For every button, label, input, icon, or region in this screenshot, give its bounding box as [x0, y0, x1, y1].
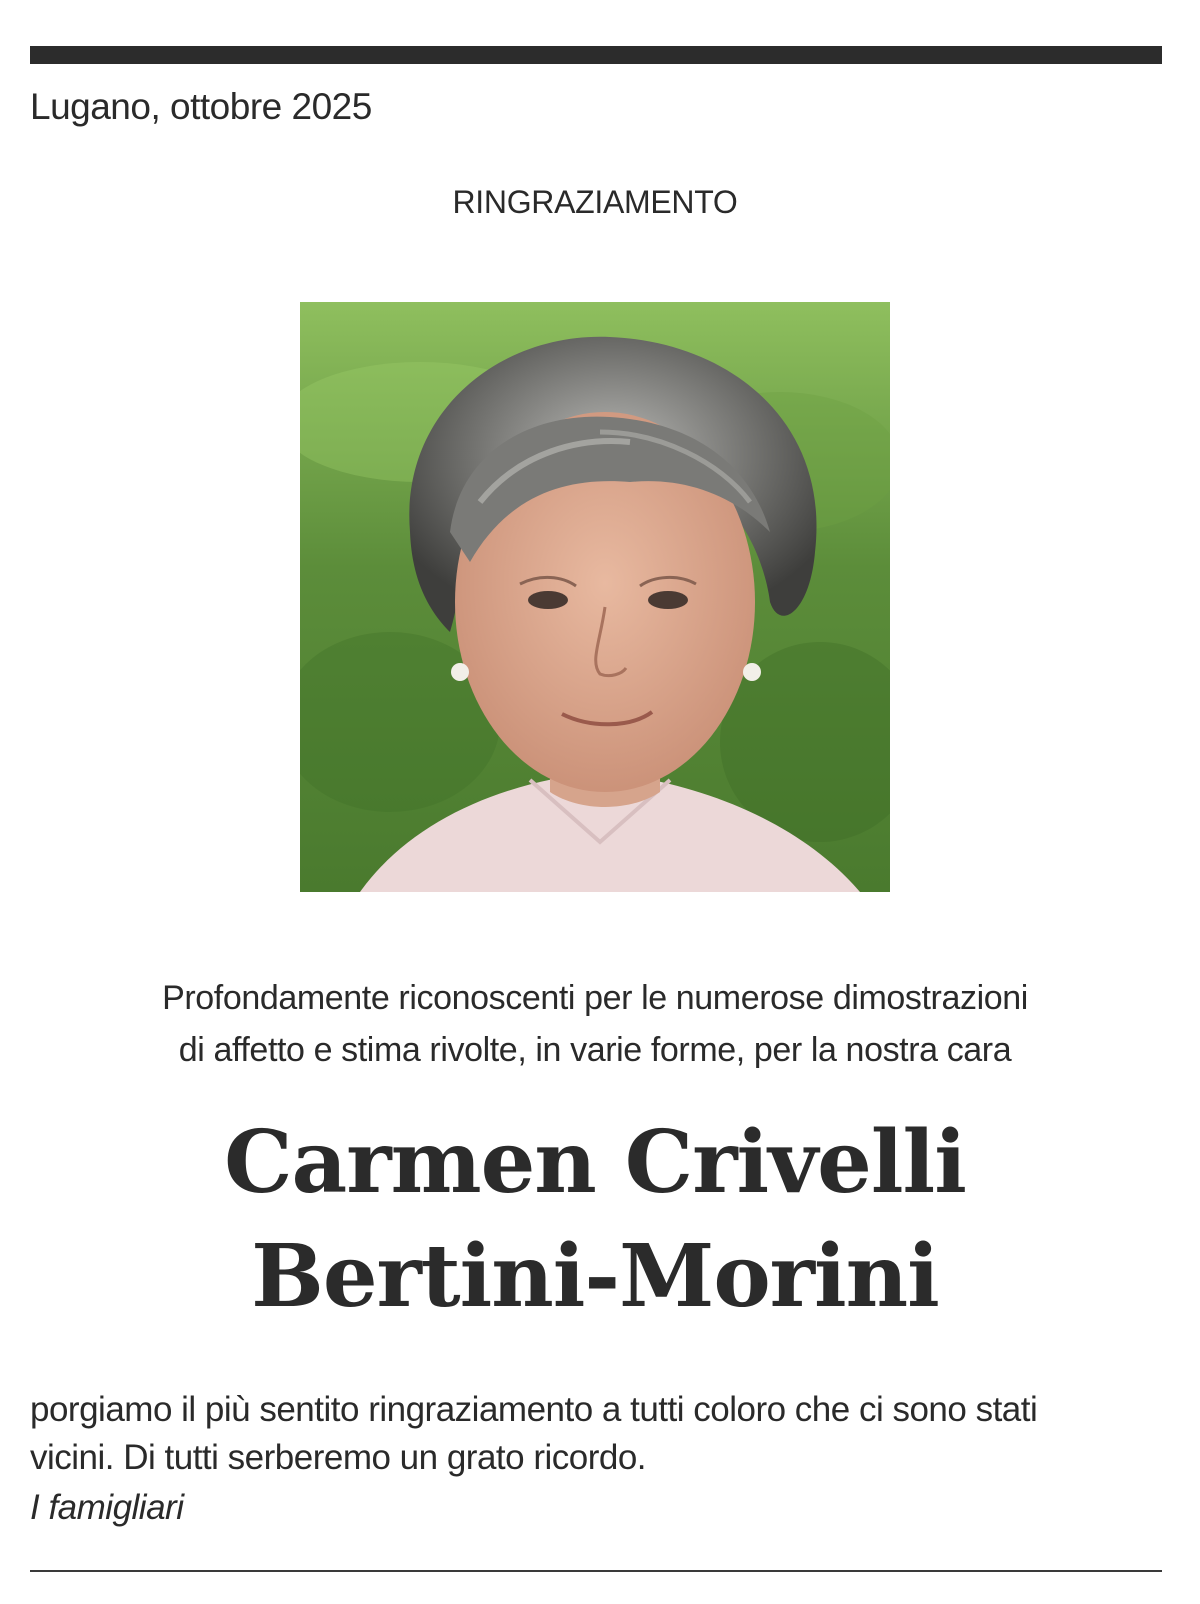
deceased-name-line-2: Bertini-Morini	[251, 1226, 939, 1327]
bottom-rule	[30, 1570, 1162, 1572]
signature: I famigliari	[30, 1488, 184, 1527]
place-date: Lugano, ottobre 2025	[30, 86, 372, 127]
notice-heading: RINGRAZIAMENTO	[452, 184, 738, 220]
closing-line: porgiamo il più sentito ringraziamento a tutti coloro che ci sono stati	[30, 1390, 1038, 1429]
intro-line: Profondamente riconoscenti per le numerose dimostrazioni	[162, 979, 1028, 1017]
intro-line: di affetto e stima rivolte, in varie forme, per la nostra cara	[178, 1031, 1012, 1069]
closing-text	[30, 1386, 1180, 1482]
portrait-photo	[300, 302, 890, 892]
deceased-name-line-1: Carmen Crivelli	[224, 1112, 966, 1213]
top-rule	[30, 46, 1162, 64]
intro-text	[0, 972, 1190, 1076]
closing-line: vicini. Di tutti serberemo un grato ricordo.	[30, 1438, 647, 1477]
